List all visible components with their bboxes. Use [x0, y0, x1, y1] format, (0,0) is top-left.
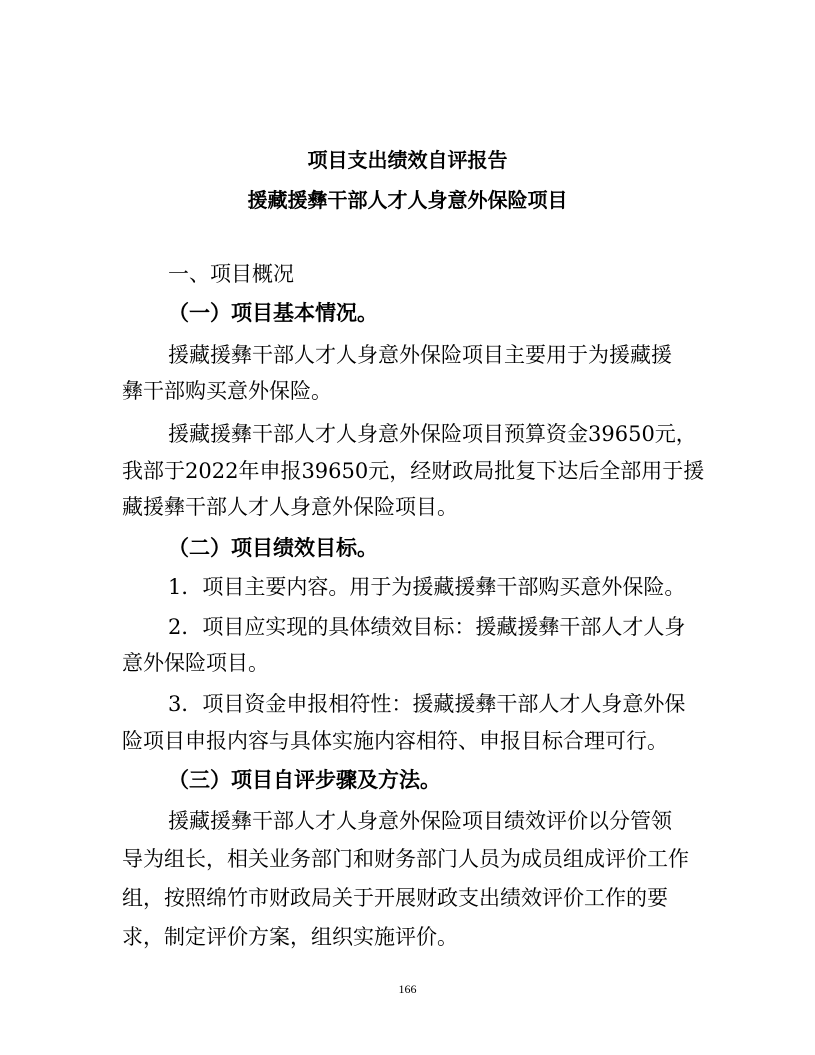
list-item: 2．项目应实现的具体绩效目标：援藏援彝干部人才人身 — [168, 615, 686, 639]
paragraph-line: 援藏援彝干部人才人身意外保险项目主要用于为援藏援 — [168, 343, 672, 367]
paragraph-line: 彝干部购买意外保险。 — [122, 379, 332, 403]
document-title: 项目支出绩效自评报告 — [307, 148, 508, 172]
page-number: 166 — [398, 982, 417, 996]
section-heading-overview: 一、项目概况 — [168, 262, 294, 286]
paragraph-line: 藏援彝干部人才人身意外保险项目。 — [122, 495, 458, 519]
paragraph-line: 险项目申报内容与具体实施内容相符、申报目标合理可行。 — [122, 729, 668, 753]
paragraph-line: 援藏援彝干部人才人身意外保险项目绩效评价以分管领 — [168, 809, 672, 833]
list-item: 3．项目资金申报相符性：援藏援彝干部人才人身意外保 — [168, 692, 686, 716]
paragraph-line: 求，制定评价方案，组织实施评价。 — [122, 925, 458, 949]
subheading-self-evaluation: （三）项目自评步骤及方法。 — [168, 768, 441, 792]
paragraph-line: 导为组长，相关业务部门和财务部门人员为成员组成评价工作 — [122, 847, 689, 871]
paragraph-line: 组，按照绵竹市财政局关于开展财政支出绩效评价工作的要 — [122, 886, 668, 910]
subheading-basic-info: （一）项目基本情况。 — [168, 301, 378, 325]
paragraph-line: 意外保险项目。 — [122, 651, 269, 675]
list-item: 1．项目主要内容。用于为援藏援彝干部购买意外保险。 — [168, 575, 686, 599]
paragraph-line: 我部于2022年申报39650元，经财政局批复下达后全部用于援 — [122, 459, 705, 483]
subheading-performance-goals: （二）项目绩效目标。 — [168, 536, 378, 560]
paragraph-line: 援藏援彝干部人才人身意外保险项目预算资金39650元， — [168, 422, 697, 446]
document-subtitle: 援藏援彝干部人才人身意外保险项目 — [247, 188, 568, 212]
